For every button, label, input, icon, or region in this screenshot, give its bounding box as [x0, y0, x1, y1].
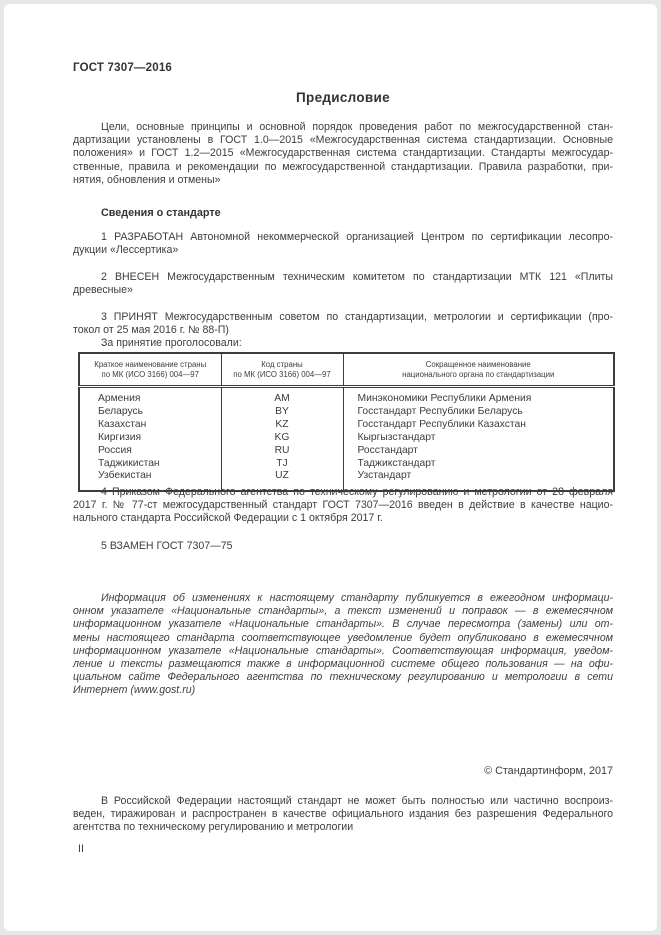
vote-line: За принятие проголосовали: — [101, 337, 242, 349]
org-cell: Таджикстандарт — [343, 458, 614, 471]
code-cell: TJ — [221, 458, 343, 471]
header-org: Сокращенное наименование национального органа по стандартизации — [343, 353, 614, 387]
org-cell: Узстандарт — [343, 470, 614, 491]
country-cell: Казахстан — [79, 419, 221, 432]
change-notice: Информация об изменениях к настоящему стандарту публикуется в ежегодном информаци- онном указателе «Национальные стандарты», а текст изменений и поправок — в ежемесячном информационном указателе «Национальные стандарты». В случае пересмотра (замены) или от- мены настоящего стандарта соответствующее уведомление будет опубликовано в ежемесячном информационном указателе «Национальные стандарты». Соответствующая информация, уведом- ление и тексты размещаются также в информационной системе общего пользования — на офи- циальном сайте Федерального агентства по техническому регулированию и метрологии в сети Интернет (www.gost.ru) — [73, 592, 613, 697]
country-cell: Киргизия — [79, 432, 221, 445]
clause-replaces: 5 ВЗАМЕН ГОСТ 7307—75 — [101, 540, 233, 552]
code-cell: UZ — [221, 470, 343, 491]
page-number: II — [78, 843, 84, 855]
org-cell: Госстандарт Республики Казахстан — [343, 419, 614, 432]
country-cell: Армения — [79, 387, 221, 406]
header-code: Код страны по МК (ИСО 3166) 004—97 — [221, 353, 343, 387]
clause-submitted: 2 ВНЕСЕН Межгосударственным техническим комитетом по стандартизации МТК 121 «Плиты древесные» — [73, 271, 613, 297]
reproduction-restriction: В Российской Федерации настоящий стандарт не может быть полностью или частично воспроиз- веден, тиражирован и распространен в качестве официального издания без разрешения Федерального агентства по техническому регулированию и метрологии — [73, 795, 613, 834]
org-cell: Росстандарт — [343, 445, 614, 458]
header-country: Краткое наименование страны по МК (ИСО 3166) 004—97 — [79, 353, 221, 387]
voting-table-wrap — [78, 352, 613, 492]
code-cell: AM — [221, 387, 343, 406]
org-cell: Минэкономики Республики Армения — [343, 387, 614, 406]
country-cell: Таджикистан — [79, 458, 221, 471]
clause-enacted: 4 Приказом Федерального агентства по техническому регулированию и метрологии от 28 февраля 2017 г. № 77-ст межгосударственный стандарт ГОСТ 7307—2016 введен в действие в качестве нацио- нального стандарта Российской Федерации с 1 октября 2017 г. — [73, 486, 613, 525]
table-row — [79, 419, 614, 432]
code-cell: KZ — [221, 419, 343, 432]
code-cell: RU — [221, 445, 343, 458]
section-heading: Сведения о стандарте — [101, 207, 221, 219]
table-row — [79, 458, 614, 471]
table-row — [79, 387, 614, 406]
page-title: Предисловие — [296, 90, 390, 105]
intro-paragraph: Цели, основные принципы и основной порядок проведения работ по межгосударственной стан- дартизации установлены в ГОСТ 1.0—2015 «Межгосударственная система стандартизации. Основные положения» и ГОСТ 1.2—2015 «Межгосударственная система стандартизации. Стандарты межгосудар- ственные, правила и рекомендации по межгосударственной стандартизации. Правила разработки, при- нятия, обновления и отмены» — [73, 121, 613, 186]
voting-table-header — [79, 353, 614, 387]
country-cell: Узбекистан — [79, 470, 221, 491]
clause-adopted: 3 ПРИНЯТ Межгосударственным советом по стандартизации, метрологии и сертификации (про- токол от 25 мая 2016 г. № 88-П) — [73, 311, 613, 337]
org-cell: Госстандарт Республики Беларусь — [343, 406, 614, 419]
doc-code: ГОСТ 7307—2016 — [73, 62, 173, 74]
code-cell: KG — [221, 432, 343, 445]
copyright-line: © Стандартинформ, 2017 — [484, 765, 613, 777]
country-cell: Россия — [79, 445, 221, 458]
table-row — [79, 406, 614, 419]
country-cell: Беларусь — [79, 406, 221, 419]
voting-table — [78, 352, 615, 492]
table-row — [79, 432, 614, 445]
clause-developed: 1 РАЗРАБОТАН Автономной некоммерческой организацией Центром по сертификации лесопро- дукции «Лессертика» — [73, 231, 613, 257]
code-cell: BY — [221, 406, 343, 419]
org-cell: Кыргызстандарт — [343, 432, 614, 445]
table-row — [79, 445, 614, 458]
